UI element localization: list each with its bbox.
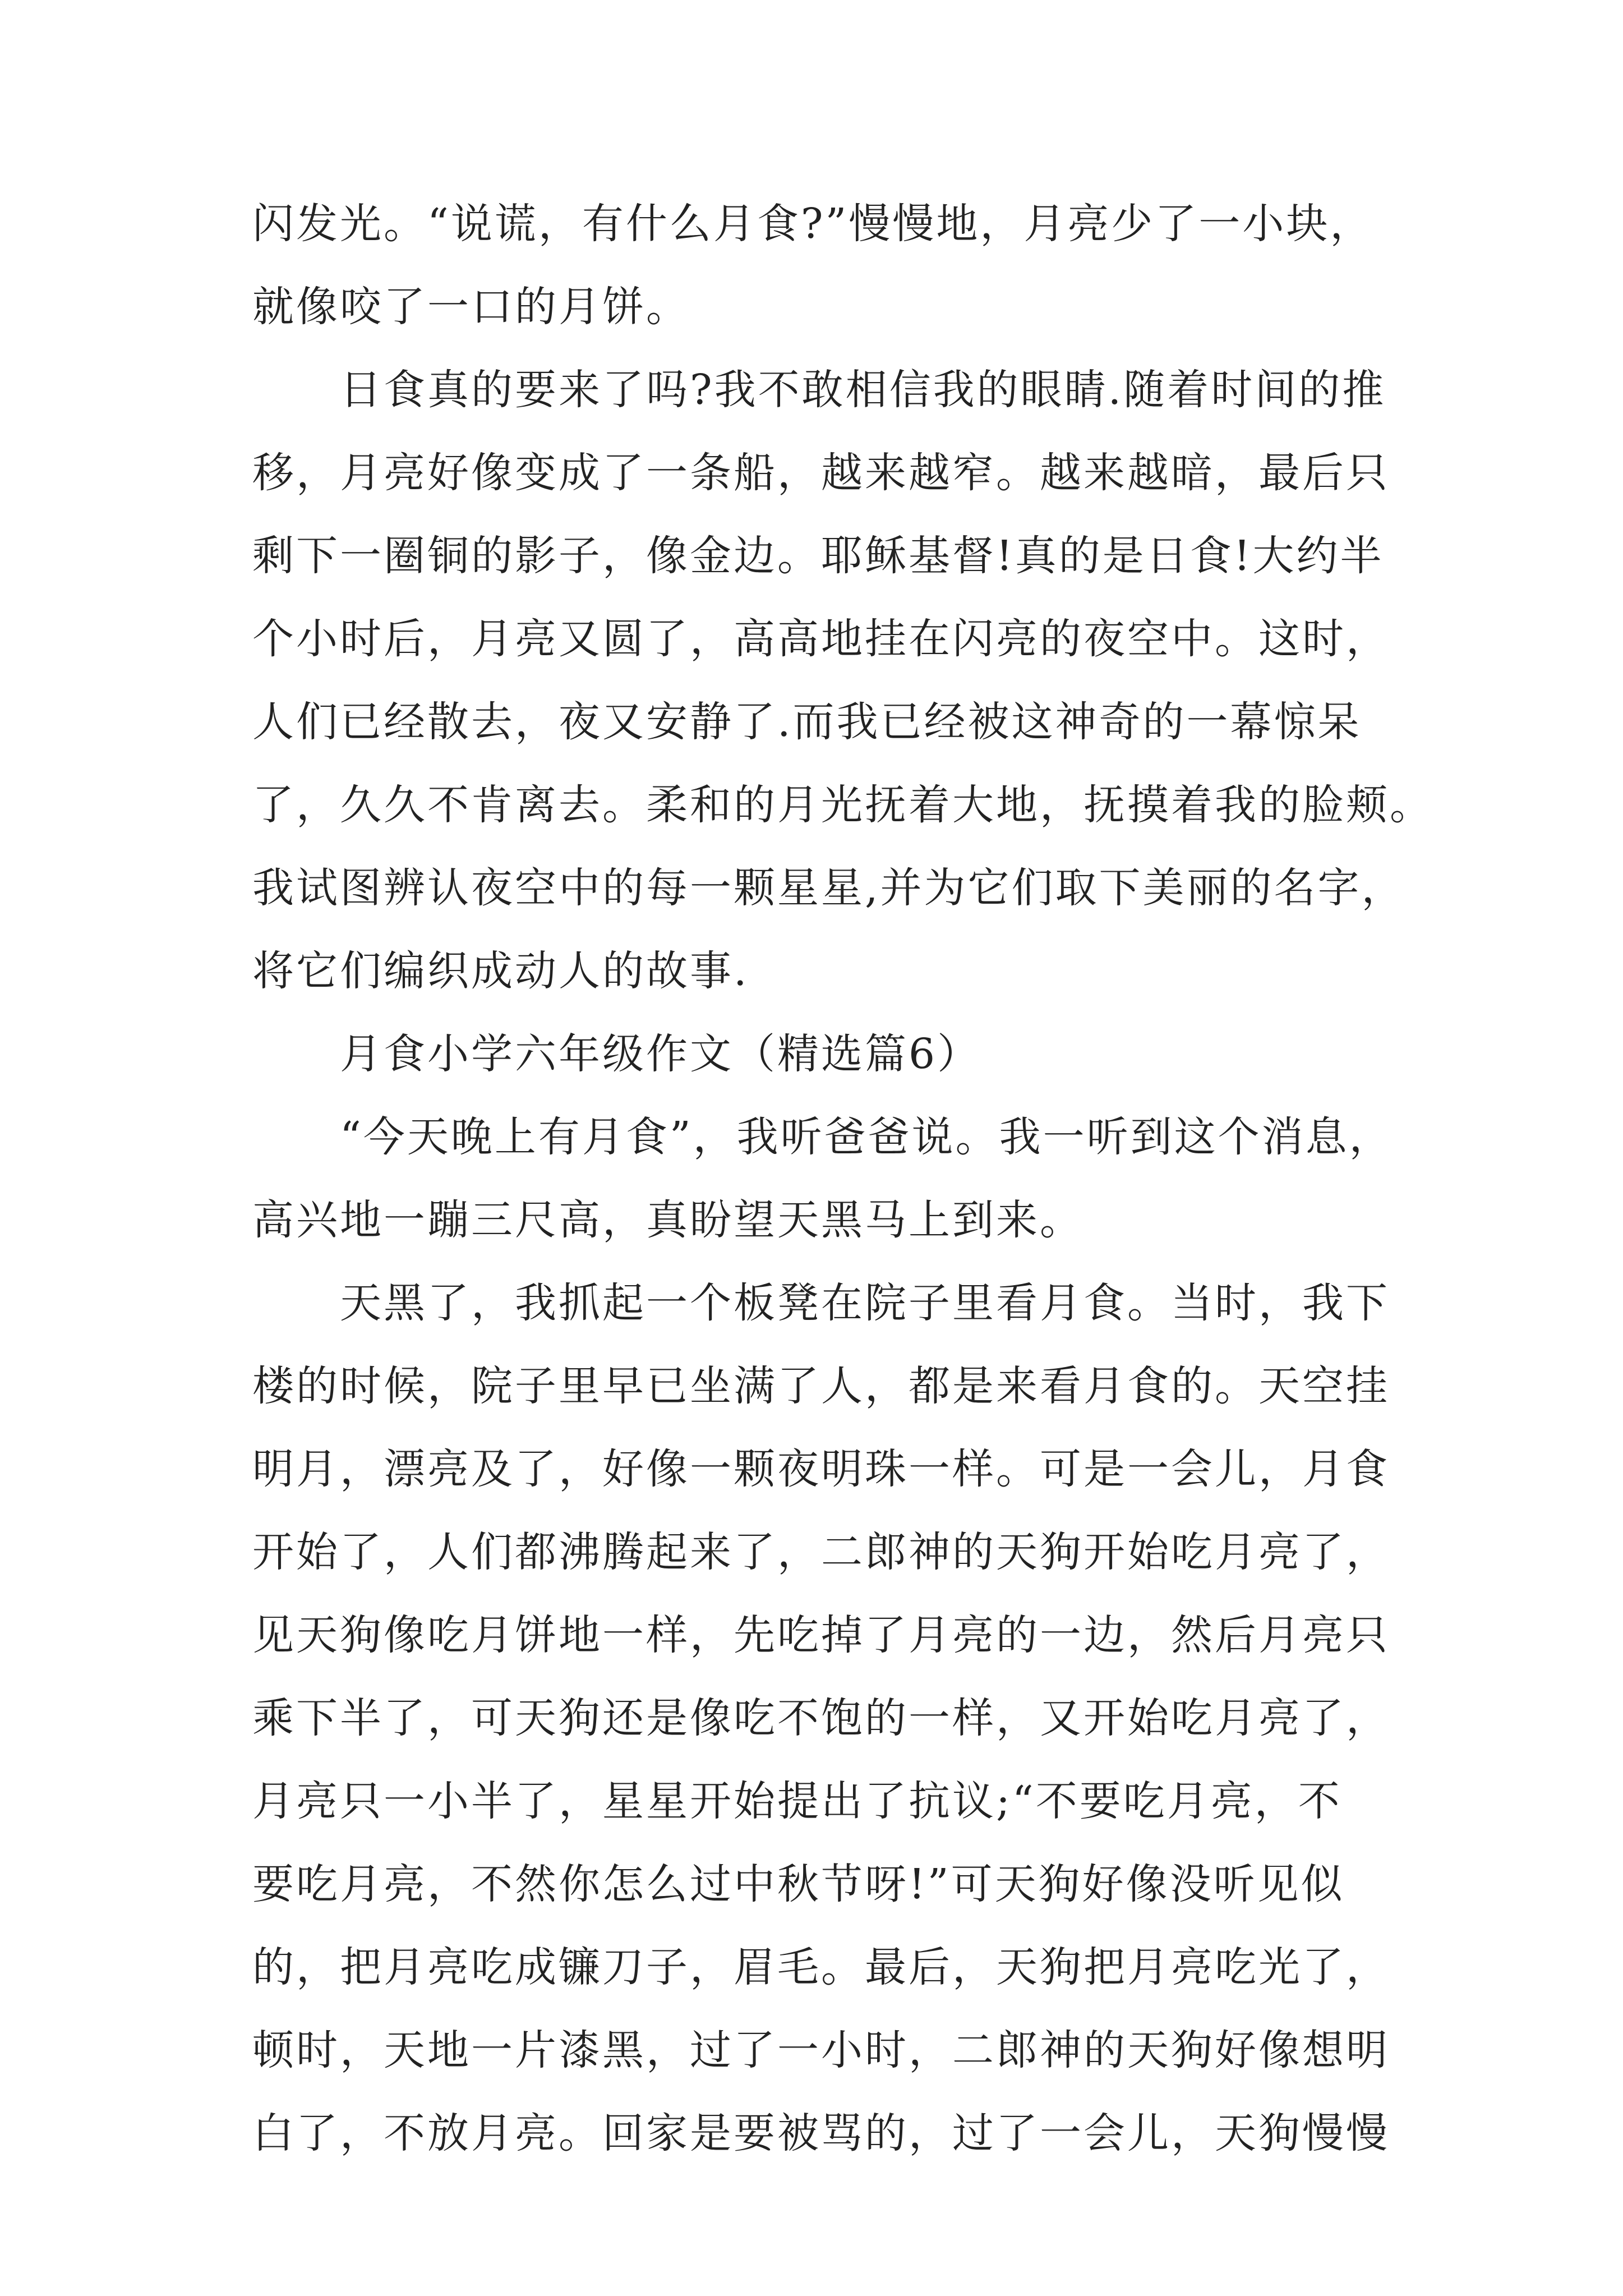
text-line: 个小时后，月亮又圆了，高高地挂在闪亮的夜空中。这时，	[252, 615, 1390, 663]
text-line: 开始了，人们都沸腾起来了，二郎神的天狗开始吃月亮了，	[252, 1528, 1390, 1576]
text-line: 剩下一圈铜的影子，像金边。耶稣基督!真的是日食!大约半	[252, 532, 1384, 580]
text-line: 日食真的要来了吗?我不敢相信我的眼睛.随着时间的推	[252, 366, 1386, 414]
text-line: 天黑了，我抓起一个板凳在院子里看月食。当时，我下	[252, 1279, 1390, 1327]
text-line: 了，久久不肯离去。柔和的月光抚着大地，抚摸着我的脸颊。	[252, 781, 1433, 829]
text-line: 高兴地一蹦三尺高，真盼望天黑马上到来。	[252, 1196, 1083, 1244]
text-line: 人们已经散去，夜又安静了.而我已经被这神奇的一幕惊呆	[252, 698, 1362, 746]
text-line: “今天晚上有月食”，我听爸爸说。我一听到这个消息，	[252, 1113, 1393, 1161]
text-line: 就像咬了一口的月饼。	[252, 283, 690, 331]
text-line: 楼的时候，院子里早已坐满了人，都是来看月食的。天空挂	[252, 1362, 1390, 1410]
text-line: 将它们编织成动人的故事.	[252, 947, 749, 995]
text-line: 白了，不放月亮。回家是要被骂的，过了一会儿，天狗慢慢	[252, 2109, 1390, 2157]
text-line: 顿时，天地一片漆黑，过了一小时，二郎神的天狗好像想明	[252, 2026, 1390, 2074]
text-line: 要吃月亮，不然你怎么过中秋节呀!”可天狗好像没听见似	[252, 1860, 1345, 1908]
section-heading: 月食小学六年级作文（精选篇6）	[252, 1030, 981, 1078]
text-line: 明月，漂亮及了，好像一颗夜明珠一样。可是一会儿，月食	[252, 1445, 1390, 1493]
essay-body	[252, 182, 1433, 2175]
text-line: 见天狗像吃月饼地一样，先吃掉了月亮的一边，然后月亮只	[252, 1611, 1390, 1659]
text-line: 乘下半了，可天狗还是像吃不饱的一样，又开始吃月亮了，	[252, 1694, 1390, 1742]
text-line: 的，把月亮吃成镰刀子，眉毛。最后，天狗把月亮吃光了，	[252, 1943, 1390, 1991]
text-line: 我试图辨认夜空中的每一颗星星,并为它们取下美丽的名字，	[252, 864, 1405, 912]
text-line: 移，月亮好像变成了一条船，越来越窄。越来越暗，最后只	[252, 449, 1390, 497]
text-line: 闪发光。“说谎，有什么月食?”慢慢地，月亮少了一小块，	[252, 200, 1374, 248]
text-line: 月亮只一小半了，星星开始提出了抗议;“不要吃月亮，不	[252, 1777, 1342, 1825]
